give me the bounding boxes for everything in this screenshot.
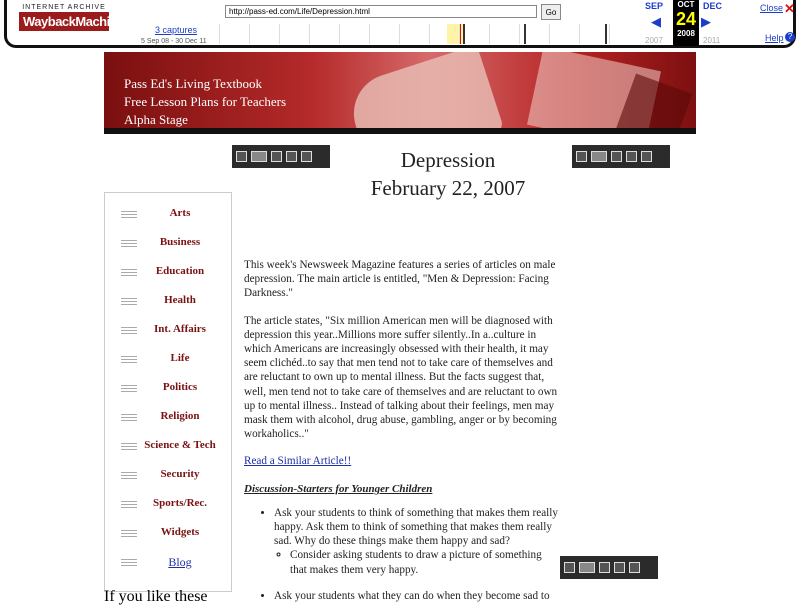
discussion-list [244,506,560,603]
timeline-year-divider [459,24,460,44]
wayback-logo[interactable] [19,4,124,38]
sidebar-link[interactable]: Health [164,294,196,306]
sidebar-item-arts[interactable] [105,205,231,227]
wayback-toolbar [4,0,796,48]
sidebar-item-blog[interactable] [105,553,231,575]
sidebar-link[interactable]: Business [159,236,201,248]
sidebar-item-widgets[interactable] [105,524,231,546]
current-capture-date [673,0,699,46]
page-toolbar-lower [560,556,658,579]
timeline-capture-mark[interactable] [524,24,526,44]
page-toolbar-left [232,145,330,168]
list-item [274,506,560,577]
discussion-heading: Discussion-Starters for Younger Children [244,482,433,495]
wayback-logo-main: WaybackMachine [19,12,109,31]
prev-year: 2007 [645,36,663,45]
timeline-year-divider [309,24,310,44]
current-year: 2008 [677,29,695,38]
timeline-year-divider [279,24,280,44]
captures-range: 5 Sep 08 - 30 Dec 11 [141,38,207,45]
article-content [244,258,560,615]
help-icon[interactable]: ? [785,32,795,42]
timeline-year-divider [489,24,490,44]
timeline-year-divider [219,24,220,44]
title-date: February 22, 2007 [370,176,526,200]
list-item-text: Ask your students to think of something that makes them really happy. Ask them to think of something that makes them really sad. Why do these things make them happy and sad? [274,506,558,548]
timeline-capture-mark[interactable] [463,24,465,44]
window-icon[interactable] [564,562,575,573]
sidebar-link[interactable]: Int. Affairs [154,323,206,335]
help-link[interactable]: Help [765,33,784,43]
window-icon[interactable] [576,151,587,162]
book-icon[interactable] [579,562,595,573]
next-month-link[interactable]: DEC [703,1,723,11]
sidebar-item-security[interactable] [105,466,231,488]
prev-month-link[interactable]: SEP [645,1,664,11]
site-banner [104,52,696,134]
page-toolbar-right [572,145,670,168]
sidebar-promo-text: If you like these [104,588,208,605]
print-icon[interactable] [611,151,622,162]
banner-bottom-bar [104,128,696,134]
book-icon[interactable] [591,151,607,162]
timeline-year-divider [549,24,550,44]
timeline-year-divider [249,24,250,44]
wayback-logo-top: INTERNET ARCHIVE [22,4,106,11]
sidebar-item-health[interactable] [105,292,231,314]
book-icon[interactable] [251,151,267,162]
save-icon[interactable] [626,151,637,162]
prev-arrow-icon[interactable]: ◀ [651,14,661,29]
banner-line-3: Alpha Stage [124,112,188,127]
close-link[interactable]: Close [760,3,784,13]
banner-line-2: Free Lesson Plans for Teachers [124,94,287,109]
close-icon[interactable]: ✕ [784,1,795,16]
timeline-year-divider [429,24,430,44]
sidebar-item-life[interactable] [105,350,231,372]
timeline-capture-mark[interactable] [605,24,607,44]
banner-line-1: Pass Ed's Living Textbook [124,76,263,91]
page-title [338,146,558,202]
print-icon[interactable] [599,562,610,573]
timeline-year-divider [579,24,580,44]
sidebar-link[interactable]: Education [155,265,205,277]
go-button[interactable]: Go [541,4,561,20]
sidebar-item-business[interactable] [105,234,231,256]
list-item: ◦ Consider asking students to draw a picture of something that makes them very happy. [290,548,560,576]
sidebar-link[interactable]: Politics [162,381,198,393]
next-arrow-icon[interactable]: ▶ [701,14,711,29]
paragraph-intro: This week's Newsweek Magazine features a series of articles on male depression. The main article is entitled, "Men & Depression: Facing Darkness." [244,259,556,300]
timeline-year-divider [519,24,520,44]
print-icon[interactable] [271,151,282,162]
captures-link[interactable]: 3 captures [155,25,198,35]
sidebar-item-education[interactable] [105,263,231,285]
sidebar-item-science-tech[interactable] [105,437,231,459]
paragraph-quote: The article states, "Six million American men will be diagnosed with depression this year..Millions more suffer silently..In a..culture in which Americans are increasingly obsessed with their health, it may seem clichéd..to say that men tend not to take care of themselves and are reluctant to own up to mental illness. But the facts suggest that, well, men tend not to take care of themselves and are reluctant to own up to mental illness.. Instead of talking about their feelings, men may mask them with alcohol, drug abuse, gambling, anger or by becoming workaholics.." [244,314,558,441]
sidebar-link[interactable]: Life [170,352,190,364]
capture-timeline[interactable] [219,24,639,44]
timeline-year-divider [339,24,340,44]
disk-icon[interactable] [641,151,652,162]
sidebar-item-int-affairs[interactable] [105,321,231,343]
timeline-year-divider [369,24,370,44]
save-icon[interactable] [286,151,297,162]
save-icon[interactable] [614,562,625,573]
current-month: OCT [677,0,695,9]
sidebar-item-politics[interactable] [105,379,231,401]
url-input[interactable] [225,5,537,18]
sidebar-item-sports[interactable] [105,495,231,517]
sidebar-link[interactable]: Blog [168,555,192,569]
sidebar-link[interactable]: Sports/Rec. [152,497,208,509]
sidebar-link[interactable]: Arts [169,207,191,219]
similar-article-link[interactable]: Read a Similar Article!! [244,455,352,468]
sidebar-item-religion[interactable] [105,408,231,430]
category-sidebar [104,192,232,592]
next-year: 2011 [703,36,721,45]
disk-icon[interactable] [629,562,640,573]
timeline-year-divider [399,24,400,44]
disk-icon[interactable] [301,151,312,162]
title-text: Depression [400,148,496,172]
sidebar-link[interactable]: Science & Tech [144,439,216,451]
timeline-year-divider [609,24,610,44]
current-day: 24 [675,9,697,29]
banner-hand-image [344,52,505,134]
sidebar-link[interactable]: Security [160,468,200,480]
sidebar-link[interactable]: Widgets [160,526,200,538]
sidebar-link[interactable]: Religion [160,410,200,422]
list-item: • Ask your students what they can do when they become sad to [274,589,560,603]
window-icon[interactable] [236,151,247,162]
